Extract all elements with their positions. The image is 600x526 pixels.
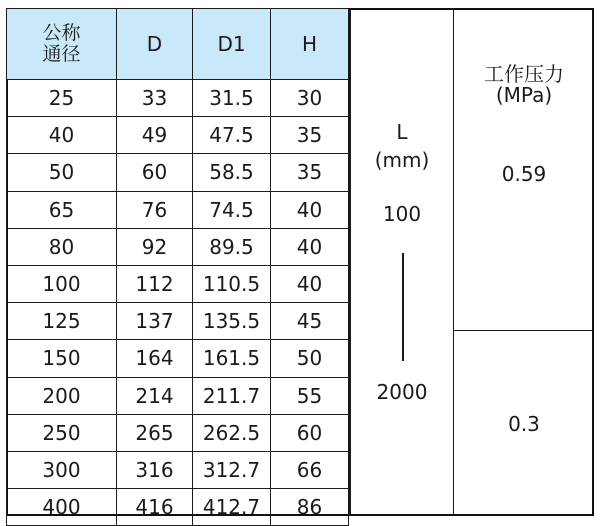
pressure-value-small-sizes: 0.59 [501, 162, 547, 186]
header-nominal-diameter-line2: 通径 [42, 43, 81, 65]
cell-d: 49 [117, 117, 193, 154]
length-max: 2000 [376, 380, 428, 404]
header-nominal-diameter [7, 9, 117, 80]
cell-nominal-diameter: 250 [7, 414, 117, 451]
cell-d: 137 [117, 303, 193, 340]
cell-nominal-diameter: 125 [7, 303, 117, 340]
cell-d1: 412.7 [193, 489, 271, 526]
table-row [7, 377, 349, 414]
cell-d: 214 [117, 377, 193, 414]
cell-d1: 211.7 [193, 377, 271, 414]
cell-h: 40 [271, 265, 349, 302]
header-d: D [117, 9, 193, 80]
table-row [7, 228, 349, 265]
header-h: H [271, 9, 349, 80]
cell-h: 50 [271, 340, 349, 377]
length-unit: (mm) [374, 148, 430, 172]
cell-d1: 312.7 [193, 451, 271, 488]
cell-nominal-diameter: 200 [7, 377, 117, 414]
pressure-column [454, 8, 594, 516]
cell-d1: 31.5 [193, 80, 271, 117]
cell-h: 66 [271, 451, 349, 488]
cell-d: 92 [117, 228, 193, 265]
table-row [7, 414, 349, 451]
cell-h: 60 [271, 414, 349, 451]
table-row [7, 80, 349, 117]
cell-d1: 135.5 [193, 303, 271, 340]
cell-d: 33 [117, 80, 193, 117]
cell-d: 60 [117, 154, 193, 191]
cell-nominal-diameter: 100 [7, 265, 117, 302]
cell-nominal-diameter: 300 [7, 451, 117, 488]
cell-nominal-diameter: 80 [7, 228, 117, 265]
header-d1: D1 [193, 9, 271, 80]
cell-d: 416 [117, 489, 193, 526]
table-row [7, 451, 349, 488]
dimensions-table [6, 8, 349, 526]
table-row [7, 265, 349, 302]
table-row [7, 154, 349, 191]
cell-d1: 74.5 [193, 191, 271, 228]
cell-nominal-diameter: 65 [7, 191, 117, 228]
cell-h: 35 [271, 117, 349, 154]
table-row [7, 191, 349, 228]
cell-nominal-diameter: 400 [7, 489, 117, 526]
cell-nominal-diameter: 150 [7, 340, 117, 377]
cell-h: 55 [271, 377, 349, 414]
cell-d: 112 [117, 265, 193, 302]
length-range-bar [402, 253, 404, 361]
cell-h: 40 [271, 228, 349, 265]
table-row [7, 303, 349, 340]
cell-h: 30 [271, 80, 349, 117]
pressure-value-large-sizes: 0.3 [508, 412, 540, 436]
table-row [7, 489, 349, 526]
pressure-divider [454, 330, 594, 331]
cell-d: 76 [117, 191, 193, 228]
cell-h: 86 [271, 489, 349, 526]
cell-d: 316 [117, 451, 193, 488]
cell-d1: 161.5 [193, 340, 271, 377]
cell-d1: 89.5 [193, 228, 271, 265]
length-column [349, 8, 454, 516]
table-row [7, 117, 349, 154]
cell-h: 40 [271, 191, 349, 228]
length-label: L [396, 120, 408, 144]
table-row [7, 340, 349, 377]
cell-d1: 110.5 [193, 265, 271, 302]
cell-d1: 47.5 [193, 117, 271, 154]
cell-d1: 58.5 [193, 154, 271, 191]
cell-d1: 262.5 [193, 414, 271, 451]
pressure-label: 工作压力 [484, 62, 564, 86]
cell-nominal-diameter: 50 [7, 154, 117, 191]
cell-d: 164 [117, 340, 193, 377]
cell-h: 45 [271, 303, 349, 340]
cell-nominal-diameter: 40 [7, 117, 117, 154]
header-nominal-diameter-line1: 公称 [42, 22, 81, 44]
cell-d: 265 [117, 414, 193, 451]
header-row [7, 9, 349, 80]
cell-nominal-diameter: 25 [7, 80, 117, 117]
length-min: 100 [382, 202, 422, 226]
pressure-unit: (MPa) [495, 83, 553, 107]
cell-h: 35 [271, 154, 349, 191]
